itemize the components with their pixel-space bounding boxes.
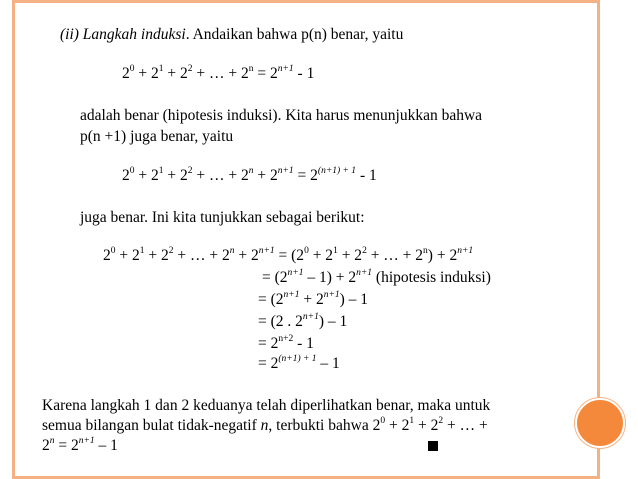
step-label: (ii) Langkah induksi: [60, 26, 186, 43]
conclusion-line-3: $2^n = 2^{n+1} - 1$: [42, 436, 118, 454]
derivation-line-2: = $(2^{n+1} - 1) + 2^{n+1}$ (hipotesis induksi): [262, 268, 491, 286]
derivation-line-5: = $2^{n+2} - 1$: [258, 334, 314, 352]
conclusion-line-2: semua bilangan bulat tidak-negatif n, terbukti bahwa $2^0 + 2^1 + 2^2$ + … +: [42, 416, 488, 434]
derivation-line-3: = $(2^{n+1} + 2^{n+1}) - 1$: [258, 290, 369, 308]
step-heading: [60, 26, 403, 44]
derivation-line-1: $2^0 + 2^1 + 2^2$ + … + $2^n + 2^{n+1} = (2^0 + 2^1 + 2^2$ + … + $2^n) + 2^{n+1}$: [103, 246, 474, 264]
paragraph-2: juga benar. Ini kita tunjukkan sebagai berikut:: [80, 209, 365, 226]
conclusion-line-1: Karena langkah 1 dan 2 keduanya telah diperlihatkan benar, maka untuk: [42, 397, 491, 414]
equation-goal: $2^0 + 2^1 + 2^2$ + … + $2^n + 2^{n+1} = 2^{(n+1) + 1} - 1$: [122, 166, 377, 184]
slide-frame-top: [12, 0, 600, 3]
equation-hypothesis: $2^0 + 2^1 + 2^2$ + … + $2^n = 2^{n+1} - 1$: [122, 64, 315, 82]
paragraph-1-line-1: adalah benar (hipotesis induksi). Kita harus menunjukkan bahwa: [80, 107, 483, 124]
derivation-line-6: = $2^{(n+1) + 1} - 1$: [258, 354, 340, 372]
slide-frame-left: [12, 0, 15, 479]
end-of-proof-icon: [428, 437, 438, 455]
orange-circle-decoration: [575, 398, 625, 448]
paragraph-1-line-2: p(n +1) juga benar, yaitu: [80, 128, 234, 145]
derivation-line-4: = (2 . $2^{n+1}) - 1$: [258, 312, 348, 330]
step-text: . Andaikan bahwa p(n) benar, yaitu: [185, 26, 404, 43]
